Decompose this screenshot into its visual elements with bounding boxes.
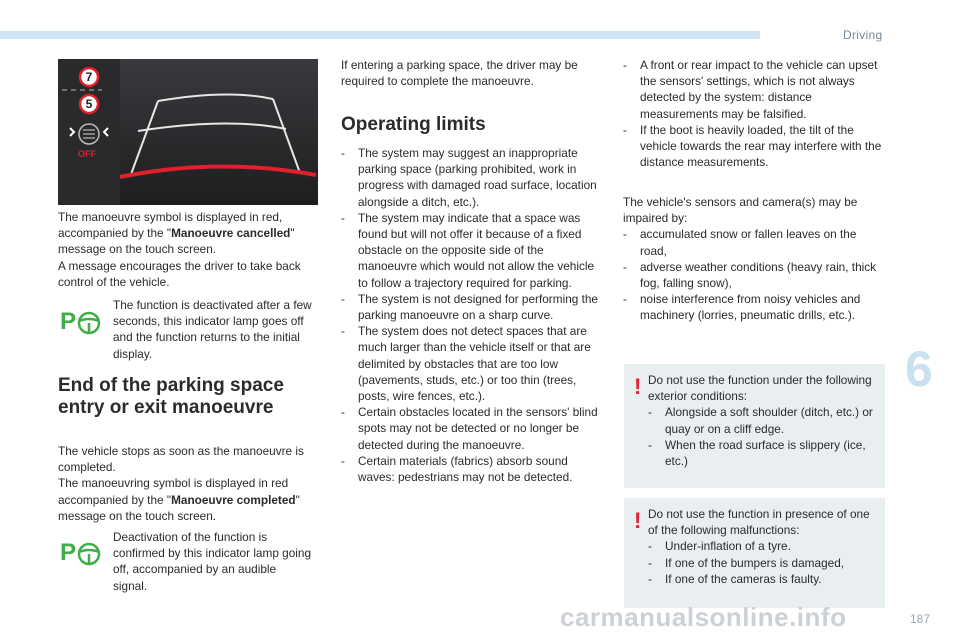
list-item: - If the boot is heavily loaded, the tilt of the vehicle towards the rear may interfere with the distance measurements. [623,122,885,171]
list-item: - Certain materials (fabrics) absorb sound waves: pedestrians may not be detected. [341,453,601,485]
section-label: Driving [843,28,883,42]
header-bar [0,31,760,39]
encourage-paragraph: A message encourages the driver to take back control of the vehicle. [58,258,301,289]
off-label: OFF [78,149,96,159]
watermark: carmanualsonline.info [560,602,847,632]
list-item: - accumulated snow or fallen leaves on the road, [623,226,885,258]
cancelled-text [58,209,320,290]
parking-camera-photo [58,59,318,205]
list-item: - A front or rear impact to the vehicle can upset the sensors' settings, which is not always detected by the system: distance measurements may be falsified. [623,57,885,122]
chapter-number: 6 [905,341,933,397]
warning-icon: ! [634,508,642,533]
warning-box-exterior [624,364,885,488]
indicator-5: 5 [85,97,93,111]
list-item: - If one of the bumpers is damaged, [648,555,877,571]
list-item: - Alongside a soft shoulder (ditch, etc.) or quay or on a cliff edge. [648,404,877,436]
warning-body [648,506,877,587]
list-item: - The system may indicate that a space was found but will not offer it because of a fixed obstacle on the opposite side of the manoeuvre which would not allow the vehicle to follow a trajectory required for parking. [341,210,601,291]
completed-paragraph: The manoeuvring symbol is displayed in red accompanied by the "Manoeuvre completed" message on the touch screen. [58,476,300,523]
impaired-intro: The vehicle's sensors and camera(s) may be impaired by: [623,195,858,226]
list-item: - adverse weather conditions (heavy rain, thick fog, falling snow), [623,259,885,291]
end-manoeuvre-heading: End of the parking space entry or exit manoeuvre [58,375,284,418]
warning-icon: ! [634,374,642,399]
warning-intro: Do not use the function under the following exterior conditions: [648,373,872,404]
cancelled-paragraph: The manoeuvre symbol is displayed in red, accompanied by the "Manoeuvre cancelled" message on the touch screen. [58,210,295,257]
operating-limits-list [341,145,601,485]
indicator-7: 7 [85,70,93,84]
stops-paragraph: The vehicle stops as soon as the manoeuvre is completed. [58,444,304,475]
list-item: - Under-inflation of a tyre. [648,538,877,554]
list-item: - The system does not detect spaces that are much larger than the vehicle itself or that are delimited by obstacles that are too low (pavements, studs, etc.) or too thin (trees, posts, wire fences, etc.). [341,323,601,404]
list-item: - noise interference from noisy vehicles and machinery (lorries, pneumatic drills, etc.). [623,291,885,323]
parking-indicator-icon-2 [60,537,106,567]
list-item: - The system may suggest an inappropriate parking space (parking prohibited, work in progress with damaged road surface, location alongside a ditch, etc.). [341,145,601,210]
deactivated-text: The function is deactivated after a few seconds, this indicator lamp goes off and the function returns to the initial display. [113,298,312,361]
parking-indicator-icon [60,306,106,336]
confirm-text: Deactivation of the function is confirmed by this indicator lamp going off, accompanied by an audible signal. [113,530,312,593]
completed-text [58,443,320,524]
camera-view-illustration [58,59,318,205]
icon-letter-2: P [60,539,77,566]
list-item: - When the road surface is slippery (ice, etc.) [648,437,877,469]
icon-letter: P [60,308,77,335]
impaired-section [623,194,885,324]
operating-limits-heading: Operating limits [341,114,486,135]
list-item: - Certain obstacles located in the sensors' blind spots may not be detected or no longer be detected during the manoeuvre. [341,404,601,453]
page-number: 187 [910,612,931,626]
warning-body [648,372,877,469]
intro-text: If entering a parking space, the driver may be required to complete the manoeuvre. [341,58,578,89]
warning-intro: Do not use the function in presence of one of the following malfunctions: [648,507,870,538]
list-item: - If one of the cameras is faulty. [648,571,877,587]
list-item: - The system is not designed for performing the parking manoeuvre on a sharp curve. [341,291,601,323]
warning-box-malfunction [624,498,885,608]
impact-list [623,57,885,170]
